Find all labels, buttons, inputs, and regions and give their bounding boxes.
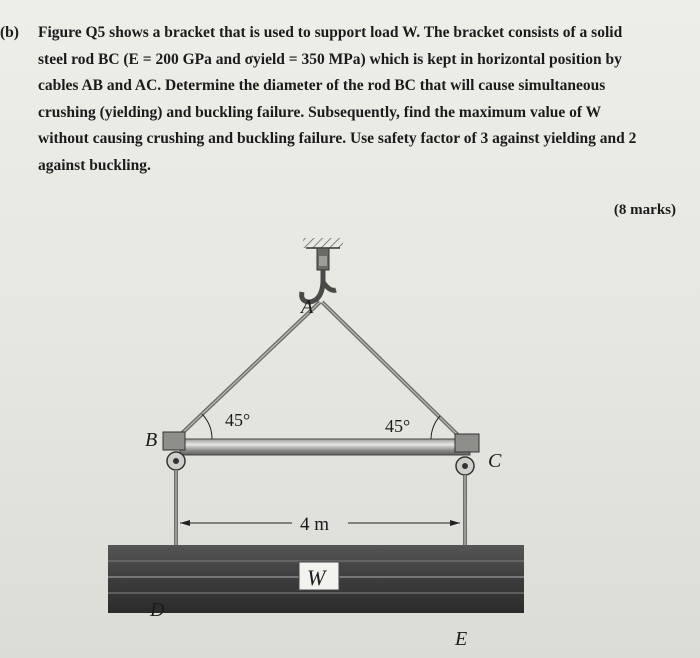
angle-left-label: 45° <box>225 410 251 430</box>
question-line-5: without causing crushing and buckling failure. Use safety factor of 3 against yielding and 2 <box>38 130 637 147</box>
label-E: E <box>455 628 468 650</box>
label-A: A <box>301 296 314 318</box>
label-C: C <box>488 450 502 472</box>
angle-right-label: 45° <box>385 416 411 436</box>
angle-arc-right <box>431 416 440 439</box>
question-line-2: steel rod BC (E = 200 GPa and σyield = 350 MPa) which is kept in horizontal position by <box>38 50 622 68</box>
ceiling-support <box>303 238 343 248</box>
question-line-4: crushing (yielding) and buckling failure. Subsequently, find the maximum value of W <box>38 103 602 121</box>
question-line-1: Figure Q5 shows a bracket that is used to support load W. The bracket consists of a solid <box>38 24 623 41</box>
question-label: (b) <box>0 24 19 41</box>
span-label: 4 m <box>300 514 330 535</box>
question-line-3: cables AB and AC. Determine the diameter of the rod BC that will cause simultaneous <box>38 77 606 94</box>
load-label: W <box>307 565 326 590</box>
question-line-6: against buckling. <box>38 156 151 174</box>
angle-arc-left <box>202 414 212 439</box>
hook <box>302 248 336 302</box>
label-D: D <box>150 599 165 621</box>
marks-label: (8 marks) <box>613 202 676 218</box>
label-B: B <box>145 429 158 451</box>
rod-BC <box>180 439 470 455</box>
